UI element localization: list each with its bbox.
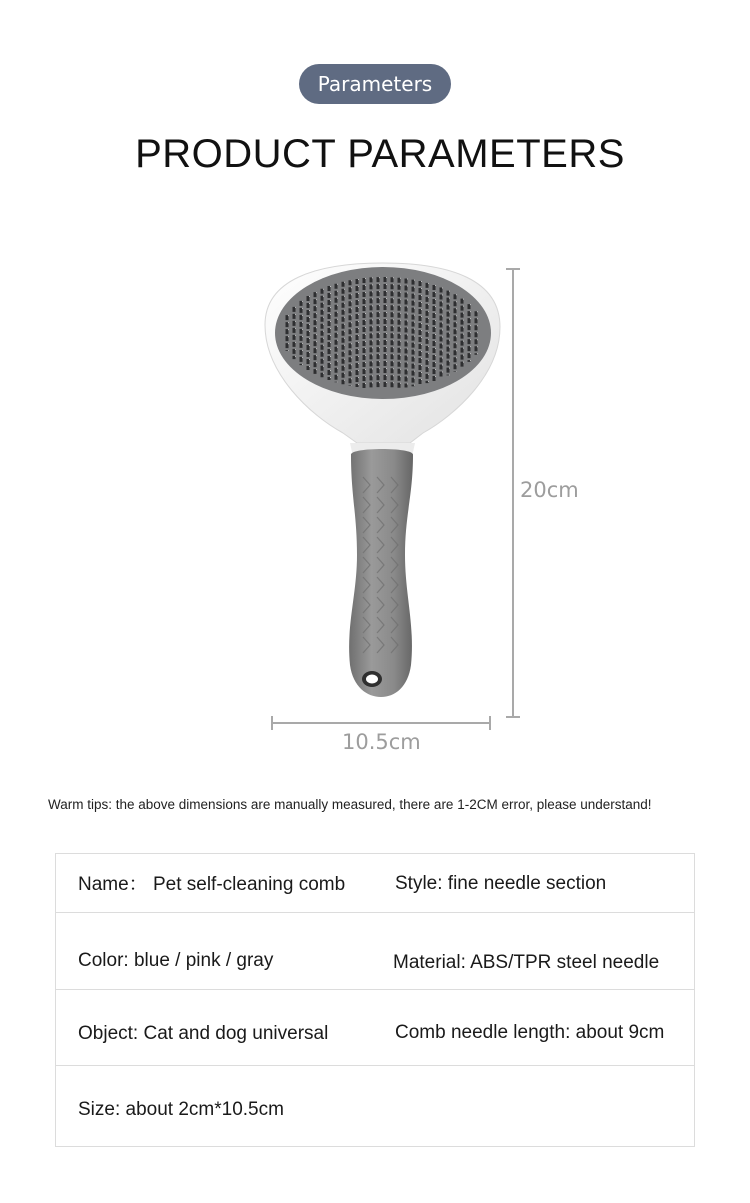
table-row xyxy=(56,1066,694,1146)
width-label: 10.5cm xyxy=(342,730,421,754)
table-row xyxy=(56,854,694,913)
spec-style: Style: fine needle section xyxy=(395,873,607,894)
spec-object: Object: Cat and dog universal xyxy=(78,1023,329,1044)
page-title: PRODUCT PARAMETERS xyxy=(135,132,625,176)
pet-brush-illustration xyxy=(255,255,515,705)
product-image xyxy=(255,255,515,710)
height-label: 20cm xyxy=(520,478,579,502)
table-row xyxy=(56,913,694,990)
spec-color: Color: blue / pink / gray xyxy=(78,950,274,971)
warm-tips-text: Warm tips: the above dimensions are manually measured, there are 1-2CM error, please understand! xyxy=(48,797,652,812)
parameters-badge: Parameters xyxy=(299,64,451,104)
spec-material: Material: ABS/TPR steel needle xyxy=(393,952,660,973)
spec-table xyxy=(55,853,695,1147)
spec-needle-length: Comb needle length: about 9cm xyxy=(395,1022,665,1043)
spec-name: Name： Pet self-cleaning comb xyxy=(78,874,346,895)
table-row xyxy=(56,990,694,1066)
spec-size: Size: about 2cm*10.5cm xyxy=(78,1099,284,1120)
height-dimension-line xyxy=(506,268,520,718)
width-dimension-line xyxy=(271,716,491,730)
